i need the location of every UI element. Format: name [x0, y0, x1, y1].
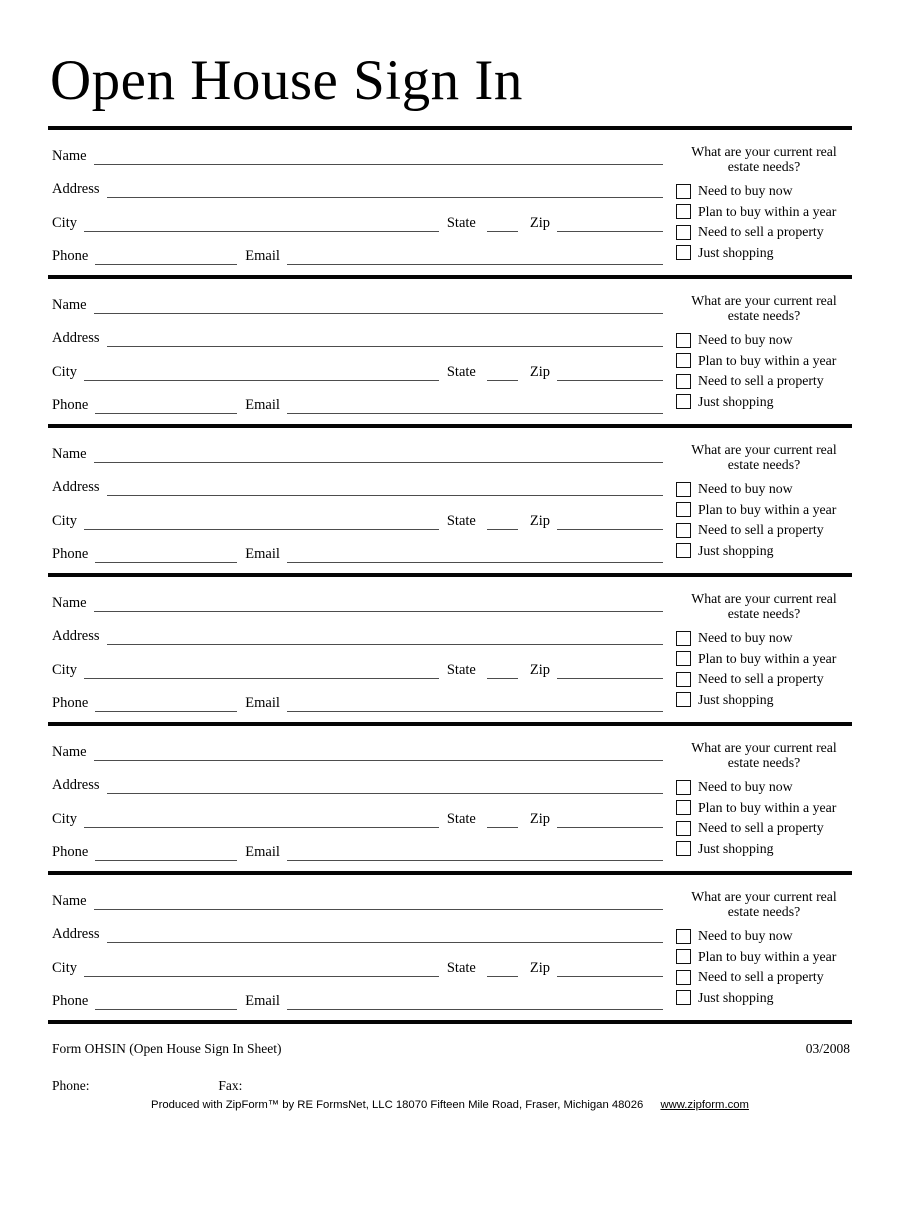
phone-label: Phone — [52, 694, 89, 711]
state-label: State — [446, 810, 476, 827]
state-label: State — [446, 661, 476, 678]
city-state-zip-row — [48, 347, 663, 380]
needs-panel — [676, 726, 852, 871]
needs-panel — [676, 875, 852, 1020]
address-input-line[interactable] — [107, 941, 663, 943]
checkbox-item-plan-to-buy[interactable] — [676, 649, 852, 669]
zip-input-line[interactable] — [557, 975, 663, 977]
city-label: City — [52, 214, 77, 231]
checkbox-label: Need to buy now — [698, 630, 793, 646]
city-input-line[interactable] — [84, 975, 439, 977]
name-row — [48, 877, 663, 910]
address-label: Address — [52, 777, 100, 794]
checkbox-item-need-to-sell[interactable] — [676, 967, 852, 987]
checkbox-label: Need to buy now — [698, 481, 793, 497]
state-label: State — [446, 959, 476, 976]
email-label: Email — [245, 396, 280, 413]
checkbox-label: Need to buy now — [698, 183, 793, 199]
checkbox-icon[interactable] — [676, 543, 691, 558]
state-label: State — [446, 512, 476, 529]
checkbox-item-just-shopping[interactable] — [676, 242, 852, 262]
sign-in-entry-1 — [48, 130, 852, 279]
checkbox-label: Plan to buy within a year — [698, 650, 837, 666]
checkbox-icon[interactable] — [676, 929, 691, 944]
checkbox-icon[interactable] — [676, 949, 691, 964]
checkbox-label: Plan to buy within a year — [698, 948, 837, 964]
checkbox-icon[interactable] — [676, 800, 691, 815]
address-input-line[interactable] — [107, 792, 663, 794]
name-label: Name — [52, 446, 87, 463]
checkbox-item-plan-to-buy[interactable] — [676, 798, 852, 818]
city-input-line[interactable] — [84, 677, 439, 679]
footer-fax-label: Fax: — [218, 1078, 243, 1093]
checkbox-label: Plan to buy within a year — [698, 501, 837, 517]
checkbox-label: Need to sell a property — [698, 820, 824, 836]
email-input-line[interactable] — [287, 412, 663, 414]
checkbox-icon[interactable] — [676, 353, 691, 368]
checkbox-label: Just shopping — [698, 393, 774, 409]
city-label: City — [52, 363, 77, 380]
name-label: Name — [52, 595, 87, 612]
email-label: Email — [245, 992, 280, 1009]
email-input-line[interactable] — [287, 1008, 663, 1010]
state-input-line[interactable] — [487, 230, 518, 232]
city-input-line[interactable] — [84, 379, 439, 381]
checkbox-icon[interactable] — [676, 990, 691, 1005]
city-state-zip-row — [48, 645, 663, 678]
checkbox-icon[interactable] — [676, 821, 691, 836]
checkbox-icon[interactable] — [676, 374, 691, 389]
state-label: State — [446, 363, 476, 380]
checkbox-item-need-to-buy-now[interactable] — [676, 926, 852, 946]
checkbox-icon[interactable] — [676, 482, 691, 497]
name-row — [48, 430, 663, 463]
state-input-line[interactable] — [487, 975, 518, 977]
entry-fields — [48, 577, 663, 722]
checkbox-label: Just shopping — [698, 244, 774, 260]
checkbox-icon[interactable] — [676, 672, 691, 687]
city-input-line[interactable] — [84, 826, 439, 828]
checkbox-label: Plan to buy within a year — [698, 352, 837, 368]
checkbox-icon[interactable] — [676, 523, 691, 538]
zip-label: Zip — [529, 363, 550, 380]
form-footer — [48, 1041, 852, 1111]
zipform-link[interactable]: www.zipform.com — [660, 1099, 749, 1111]
needs-question: What are your current real estate needs? — [691, 889, 837, 919]
phone-input-line[interactable] — [95, 710, 237, 712]
email-input-line[interactable] — [287, 710, 663, 712]
zip-label: Zip — [529, 512, 550, 529]
checkbox-label: Need to buy now — [698, 779, 793, 795]
address-label: Address — [52, 628, 100, 645]
phone-input-line[interactable] — [95, 561, 237, 563]
phone-email-row — [48, 828, 663, 861]
sign-in-entry-5 — [48, 726, 852, 875]
checkbox-icon[interactable] — [676, 970, 691, 985]
checkbox-label: Need to sell a property — [698, 969, 824, 985]
checkbox-item-plan-to-buy[interactable] — [676, 500, 852, 520]
name-row — [48, 728, 663, 761]
address-label: Address — [52, 330, 100, 347]
checkbox-icon[interactable] — [676, 841, 691, 856]
checkbox-label: Need to sell a property — [698, 671, 824, 687]
sign-in-entry-4 — [48, 577, 852, 726]
checkbox-icon[interactable] — [676, 631, 691, 646]
checkbox-icon[interactable] — [676, 692, 691, 707]
needs-question: What are your current real estate needs? — [691, 144, 837, 174]
name-label: Name — [52, 893, 87, 910]
city-label: City — [52, 959, 77, 976]
checkbox-label: Need to buy now — [698, 332, 793, 348]
checkbox-label: Need to sell a property — [698, 522, 824, 538]
zip-label: Zip — [529, 661, 550, 678]
form-id-text: Form OHSIN (Open House Sign In Sheet) — [52, 1041, 282, 1056]
checkbox-label: Need to buy now — [698, 928, 793, 944]
name-label: Name — [52, 744, 87, 761]
checkbox-icon[interactable] — [676, 204, 691, 219]
city-input-line[interactable] — [84, 528, 439, 530]
needs-panel — [676, 130, 852, 275]
needs-question: What are your current real estate needs? — [691, 740, 837, 770]
checkbox-item-plan-to-buy[interactable] — [676, 351, 852, 371]
zip-input-line[interactable] — [557, 677, 663, 679]
phone-input-line[interactable] — [95, 1008, 237, 1010]
produced-with-text: Produced with ZipForm™ by RE FormsNet, LLC 18070 Fifteen Mile Road, Fraser, Michigan 48026 — [151, 1099, 644, 1111]
city-state-zip-row — [48, 198, 663, 231]
name-input-line[interactable] — [94, 163, 663, 165]
state-input-line[interactable] — [487, 677, 518, 679]
checkbox-icon[interactable] — [676, 394, 691, 409]
name-row — [48, 132, 663, 165]
checkbox-icon[interactable] — [676, 225, 691, 240]
phone-label: Phone — [52, 247, 89, 264]
checkbox-icon[interactable] — [676, 333, 691, 348]
email-input-line[interactable] — [287, 561, 663, 563]
checkbox-label: Plan to buy within a year — [698, 799, 837, 815]
zip-input-line[interactable] — [557, 230, 663, 232]
checkbox-item-need-to-sell[interactable] — [676, 818, 852, 838]
email-label: Email — [245, 694, 280, 711]
phone-input-line[interactable] — [95, 263, 237, 265]
state-label: State — [446, 214, 476, 231]
zip-input-line[interactable] — [557, 379, 663, 381]
checkbox-item-need-to-sell[interactable] — [676, 222, 852, 242]
phone-email-row — [48, 977, 663, 1010]
phone-email-row — [48, 679, 663, 712]
phone-email-row — [48, 530, 663, 563]
needs-panel — [676, 279, 852, 424]
phone-input-line[interactable] — [95, 859, 237, 861]
name-input-line[interactable] — [94, 759, 663, 761]
footer-produced-row — [48, 1099, 852, 1111]
phone-email-row — [48, 381, 663, 414]
checkbox-item-need-to-sell[interactable] — [676, 371, 852, 391]
checkbox-icon[interactable] — [676, 651, 691, 666]
city-state-zip-row — [48, 794, 663, 827]
checkbox-item-plan-to-buy[interactable] — [676, 202, 852, 222]
checkbox-item-just-shopping[interactable] — [676, 540, 852, 560]
checkbox-item-need-to-buy-now[interactable] — [676, 181, 852, 201]
name-input-line[interactable] — [94, 312, 663, 314]
sign-in-entry-2 — [48, 279, 852, 428]
city-label: City — [52, 810, 77, 827]
city-state-zip-row — [48, 496, 663, 529]
footer-id-row — [48, 1041, 852, 1057]
page-title: Open House Sign In — [50, 49, 523, 112]
name-row — [48, 281, 663, 314]
entry-fields — [48, 428, 663, 573]
email-label: Email — [245, 843, 280, 860]
zip-label: Zip — [529, 959, 550, 976]
form-date: 03/2008 — [805, 1041, 850, 1056]
checkbox-item-need-to-buy-now[interactable] — [676, 330, 852, 350]
email-label: Email — [245, 247, 280, 264]
email-input-line[interactable] — [287, 859, 663, 861]
state-input-line[interactable] — [487, 528, 518, 530]
name-input-line[interactable] — [94, 461, 663, 463]
name-label: Name — [52, 297, 87, 314]
email-input-line[interactable] — [287, 263, 663, 265]
zip-label: Zip — [529, 810, 550, 827]
zip-label: Zip — [529, 214, 550, 231]
address-row — [48, 314, 663, 347]
checkbox-label: Need to sell a property — [698, 373, 824, 389]
sign-in-entry-6 — [48, 875, 852, 1024]
needs-question: What are your current real estate needs? — [691, 293, 837, 323]
checkbox-item-just-shopping[interactable] — [676, 838, 852, 858]
checkbox-item-need-to-sell[interactable] — [676, 669, 852, 689]
checkbox-label: Just shopping — [698, 989, 774, 1005]
city-state-zip-row — [48, 943, 663, 976]
needs-panel — [676, 428, 852, 573]
entry-fields — [48, 130, 663, 275]
sign-in-entry-3 — [48, 428, 852, 577]
checkbox-item-just-shopping[interactable] — [676, 689, 852, 709]
address-input-line[interactable] — [107, 643, 663, 645]
entry-fields — [48, 875, 663, 1020]
zip-input-line[interactable] — [557, 528, 663, 530]
checkbox-label: Plan to buy within a year — [698, 203, 837, 219]
name-row — [48, 579, 663, 612]
address-label: Address — [52, 926, 100, 943]
city-label: City — [52, 512, 77, 529]
address-input-line[interactable] — [107, 345, 663, 347]
city-input-line[interactable] — [84, 230, 439, 232]
checkbox-item-need-to-buy-now[interactable] — [676, 628, 852, 648]
checkbox-item-just-shopping[interactable] — [676, 391, 852, 411]
phone-label: Phone — [52, 992, 89, 1009]
address-row — [48, 463, 663, 496]
address-input-line[interactable] — [107, 494, 663, 496]
address-row — [48, 761, 663, 794]
state-input-line[interactable] — [487, 379, 518, 381]
checkbox-item-need-to-sell[interactable] — [676, 520, 852, 540]
checkbox-icon[interactable] — [676, 780, 691, 795]
checkbox-label: Just shopping — [698, 691, 774, 707]
address-row — [48, 165, 663, 198]
checkbox-item-need-to-buy-now[interactable] — [676, 777, 852, 797]
checkbox-item-plan-to-buy[interactable] — [676, 947, 852, 967]
needs-question: What are your current real estate needs? — [691, 591, 837, 621]
checkbox-icon[interactable] — [676, 184, 691, 199]
checkbox-item-need-to-buy-now[interactable] — [676, 479, 852, 499]
address-label: Address — [52, 479, 100, 496]
phone-label: Phone — [52, 545, 89, 562]
phone-input-line[interactable] — [95, 412, 237, 414]
state-input-line[interactable] — [487, 826, 518, 828]
phone-email-row — [48, 232, 663, 265]
address-input-line[interactable] — [107, 196, 663, 198]
checkbox-item-just-shopping[interactable] — [676, 987, 852, 1007]
address-row — [48, 910, 663, 943]
open-house-sign-in-sheet — [48, 50, 852, 1111]
checkbox-label: Just shopping — [698, 840, 774, 856]
phone-label: Phone — [52, 396, 89, 413]
checkbox-label: Just shopping — [698, 542, 774, 558]
name-label: Name — [52, 148, 87, 165]
address-label: Address — [52, 181, 100, 198]
city-label: City — [52, 661, 77, 678]
entry-fields — [48, 726, 663, 871]
footer-contact-row — [48, 1078, 852, 1094]
checkbox-label: Need to sell a property — [698, 224, 824, 240]
email-label: Email — [245, 545, 280, 562]
sign-in-entries — [48, 126, 852, 1024]
address-row — [48, 612, 663, 645]
phone-label: Phone — [52, 843, 89, 860]
entry-fields — [48, 279, 663, 424]
needs-question: What are your current real estate needs? — [691, 442, 837, 472]
needs-panel — [676, 577, 852, 722]
checkbox-icon[interactable] — [676, 502, 691, 517]
name-input-line[interactable] — [94, 908, 663, 910]
footer-phone-label: Phone: — [52, 1078, 90, 1093]
name-input-line[interactable] — [94, 610, 663, 612]
zip-input-line[interactable] — [557, 826, 663, 828]
checkbox-icon[interactable] — [676, 245, 691, 260]
